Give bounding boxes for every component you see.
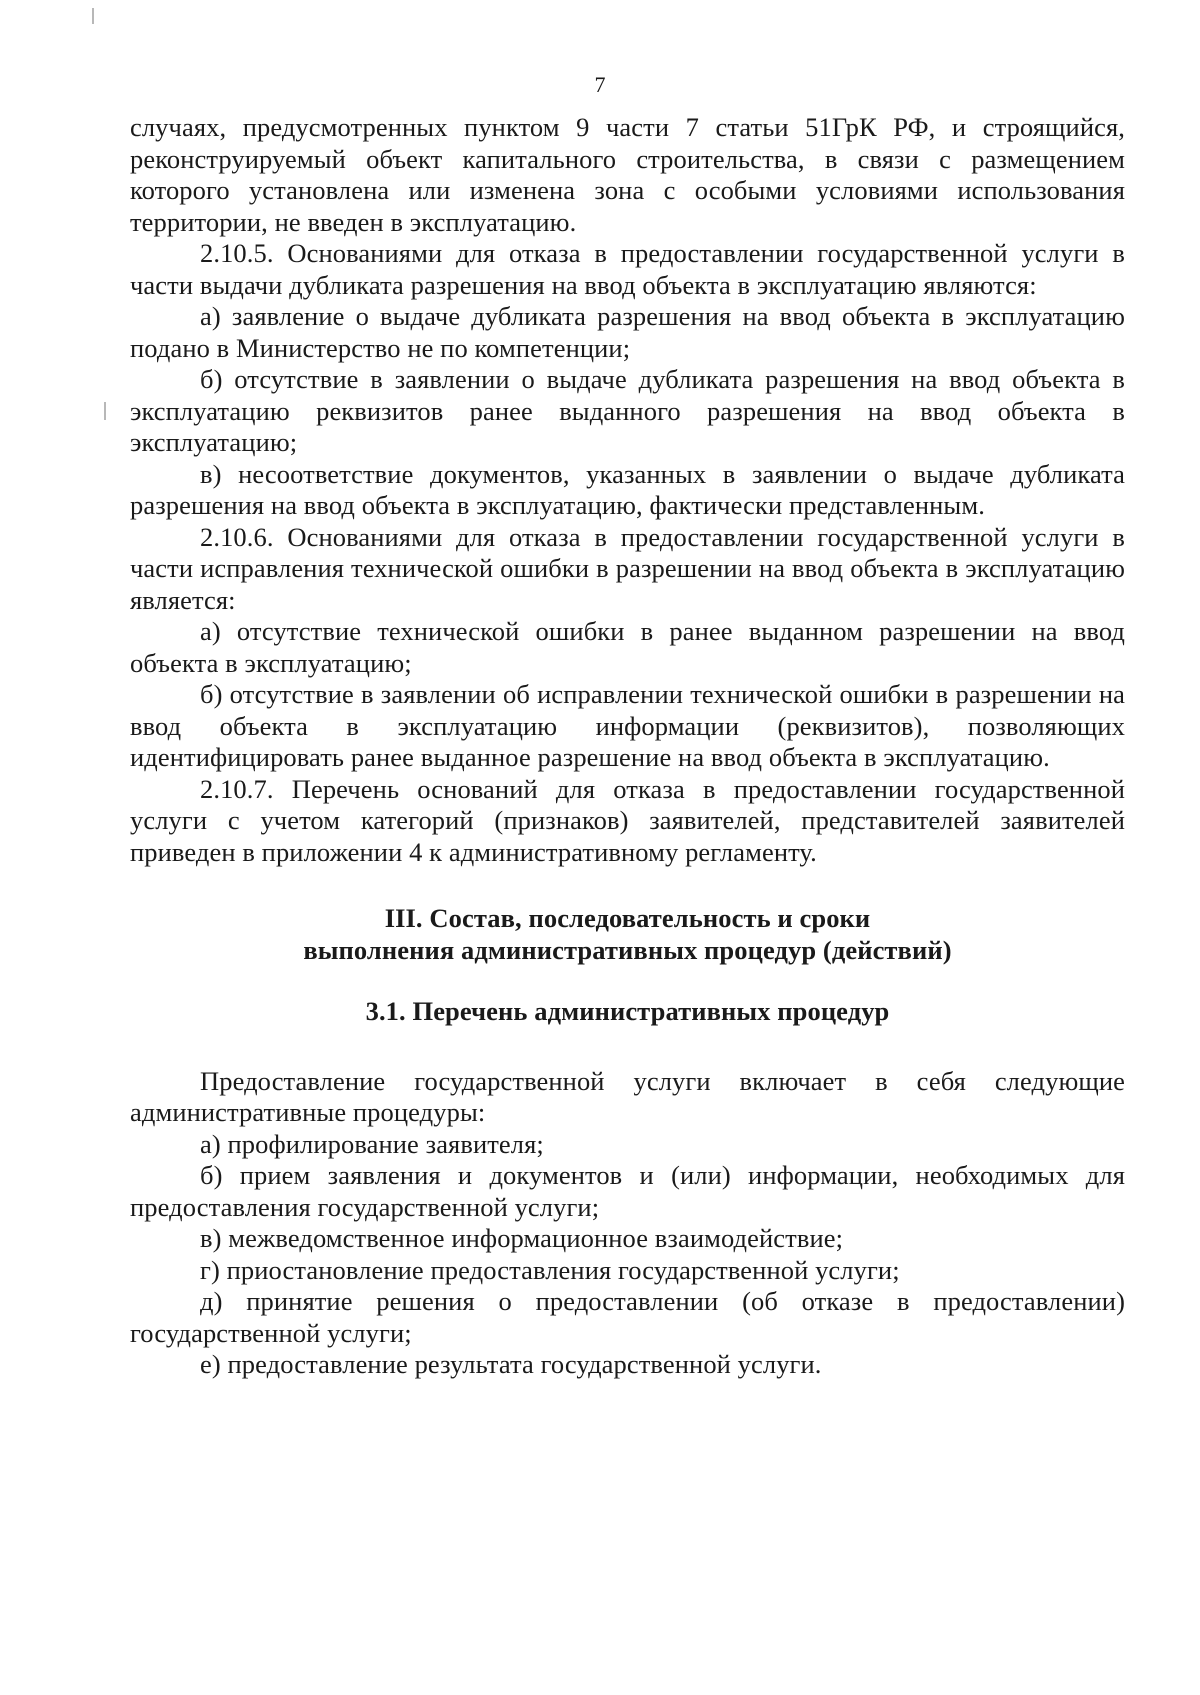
list-item: а) профилирование заявителя; [200, 1128, 544, 1159]
section-title-line-1: III. Состав, последовательность и сроки [384, 903, 871, 933]
list-item: д) принятие решения о предоставлении (об отказе в предоставлении) государственной услуги; [130, 1286, 1125, 1348]
list-item: б) прием заявления и документов и (или) информации, необходимых для предоставления государственной услуги; [130, 1160, 1125, 1222]
list-item: в) несоответствие документов, указанных в заявлении о выдаче дубликата разрешения на ввод объекта в эксплуатацию, фактически представленным. [130, 458, 1125, 520]
subsection-title: 3.1. Перечень административных процедур [365, 996, 890, 1026]
list-item: а) отсутствие технической ошибки в ранее выданном разрешении на ввод объекта в эксплуатацию; [130, 616, 1125, 678]
paragraph-continuation: случаях, предусмотренных пунктом 9 части 7 статьи 51ГрК РФ, и строящийся, реконструируемый объект капитального строительства, в связи с размещением которого установлена или изменена зона с особыми условиями использования территории, не введен в эксплуатацию. [130, 112, 1125, 237]
section-title-line-2: выполнения административных процедур (действий) [303, 935, 952, 965]
list-item: б) отсутствие в заявлении об исправлении технической ошибки в разрешении на ввод объекта в эксплуатацию информации (реквизитов), позволяющих идентифицировать ранее выданное разрешение на ввод объекта в эксплуатацию. [130, 679, 1125, 772]
scan-artifact [104, 402, 106, 420]
list-item: е) предоставление результата государственной услуги. [200, 1349, 822, 1379]
paragraph-2-10-7: 2.10.7. Перечень оснований для отказа в предоставлении государственной услуги с учетом категорий (признаков) заявителей, представителей заявителей приведен в приложении 4 к административному регламенту. [130, 773, 1125, 867]
scan-artifact [92, 8, 94, 24]
procedures-intro: Предоставление государственной услуги включает в себя следующие административные процедуры: [130, 1065, 1125, 1127]
paragraph-2-10-5: 2.10.5. Основаниями для отказа в предоставлении государственной услуги в части выдачи дубликата разрешения на ввод объекта в эксплуатацию являются: [130, 238, 1125, 300]
document-body [130, 112, 1125, 1381]
page-number: 7 [594, 72, 606, 97]
list-item: г) приостановление предоставления государственной услуги; [200, 1254, 900, 1285]
list-item: в) межведомственное информационное взаимодействие; [200, 1223, 844, 1253]
list-item: б) отсутствие в заявлении о выдаче дубликата разрешения на ввод объекта в эксплуатацию реквизитов ранее выданного разрешения на ввод объекта в эксплуатацию; [130, 364, 1125, 457]
list-item: а) заявление о выдаче дубликата разрешения на ввод объекта в эксплуатацию подано в Министерство не по компетенции; [130, 301, 1125, 363]
section-title [130, 902, 1125, 966]
paragraph-2-10-6: 2.10.6. Основаниями для отказа в предоставлении государственной услуги в части исправления технической ошибки в разрешении на ввод объекта в эксплуатацию является: [130, 521, 1125, 615]
